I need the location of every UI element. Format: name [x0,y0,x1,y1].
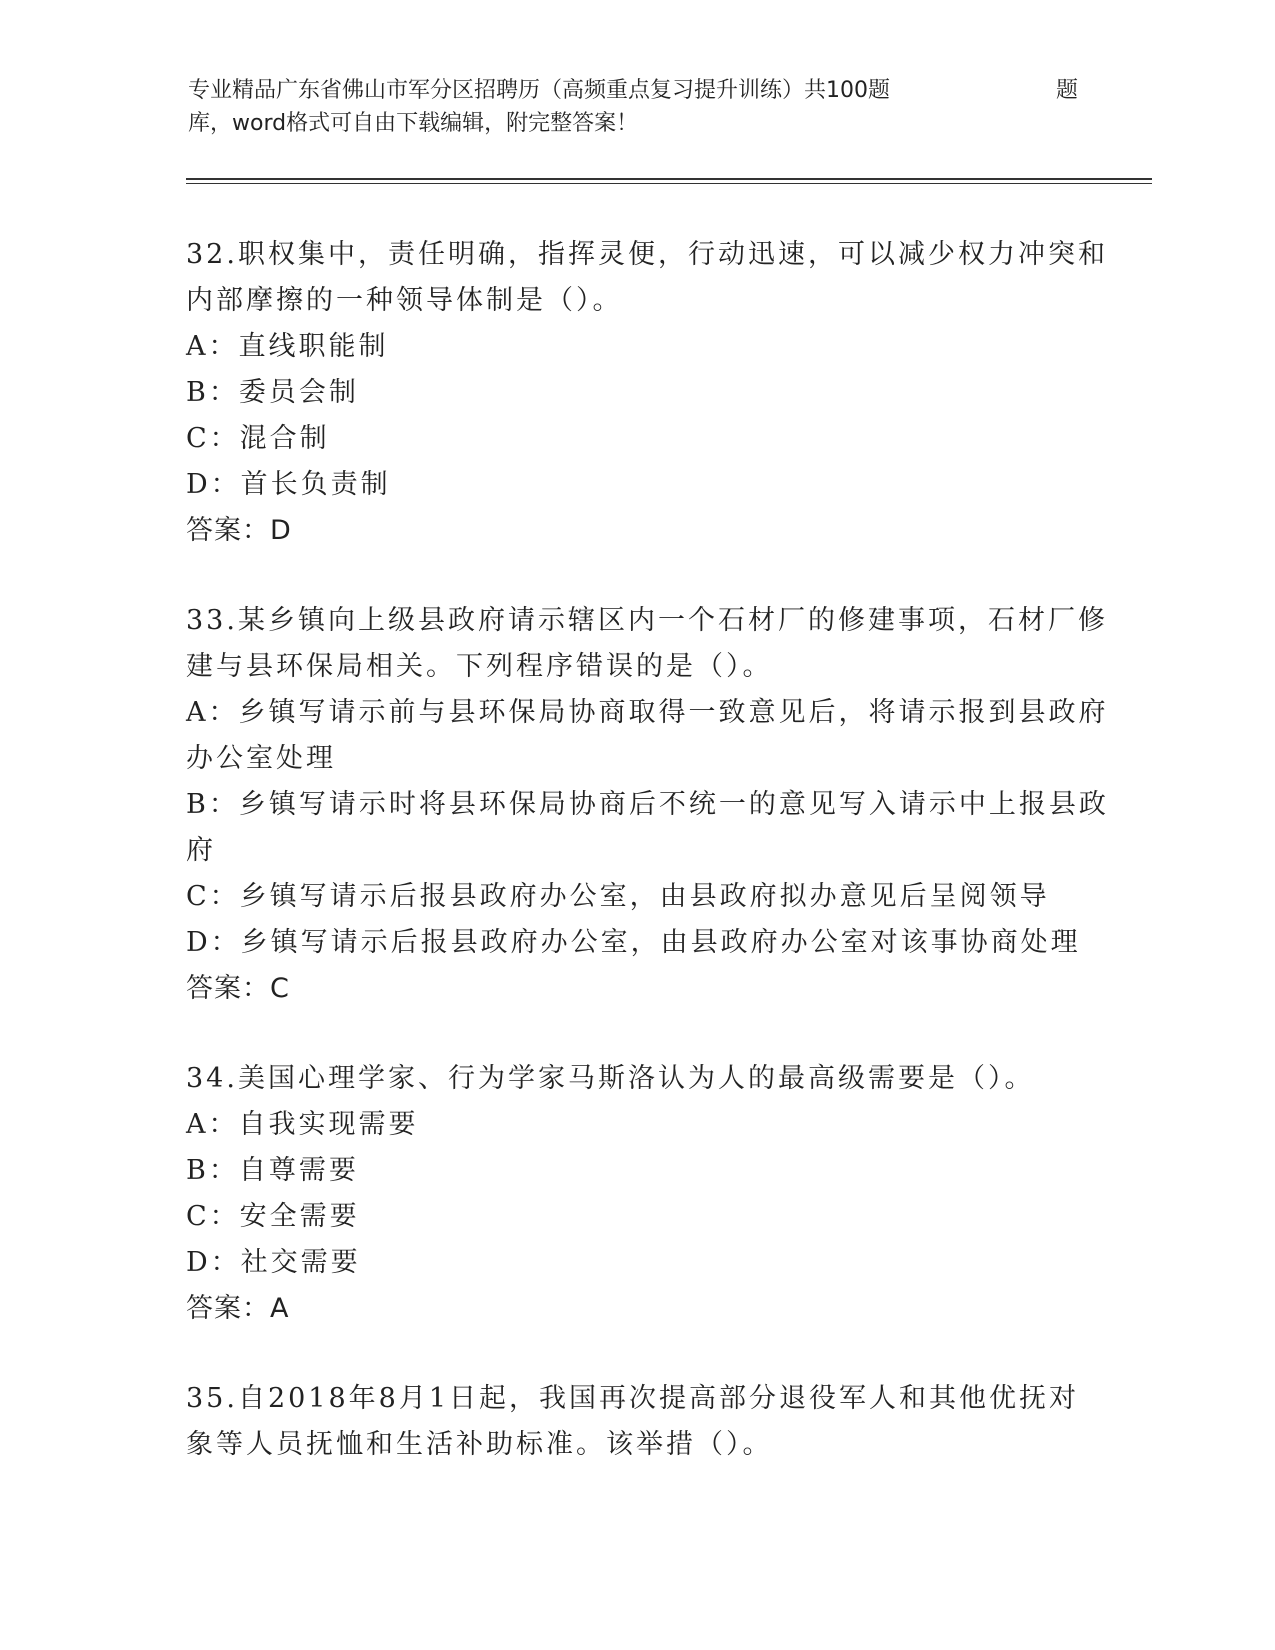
option-d: D：乡镇写请示后报县政府办公室，由县政府办公室对该事协商处理 [186,927,1081,958]
option-c: C：混合制 [186,423,330,454]
question-stem-line: 34.美国心理学家、行为学家马斯洛认为人的最高级需要是（）。 [186,1063,1035,1094]
question-stem-line: 内部摩擦的一种领导体制是（）。 [186,285,623,316]
header-line-2: 库，word格式可自由下载编辑，附完整答案！ [188,111,639,136]
question-stem-line: 35.自2018年8月1日起，我国再次提高部分退役军人和其他优抚对 [186,1383,1080,1414]
option-a: A：乡镇写请示前与县环保局协商取得一致意见后，将请示报到县政府 [186,697,1109,728]
question-stem-line: 象等人员抚恤和生活补助标准。该举措（）。 [186,1429,773,1460]
header-title-text: 专业精品广东省佛山市军分区招聘历（高频重点复习提升训练）共100题 [188,78,890,103]
question-list [186,232,1109,1468]
option-c: C：乡镇写请示后报县政府办公室，由县政府拟办意见后呈阅领导 [186,881,1050,912]
option-b-continued: 府 [186,835,216,866]
question-32 [186,232,1108,554]
option-d: D：社交需要 [186,1247,361,1278]
header-line-1 [188,74,1078,107]
option-b: B：委员会制 [186,377,359,408]
header-divider-thin [186,183,1152,184]
question-stem-line: 32.职权集中，责任明确，指挥灵便，行动迅速，可以减少权力冲突和 [186,239,1108,270]
answer-text: 答案：A [186,1293,290,1324]
option-b: B：乡镇写请示时将县环保局协商后不统一的意见写入请示中上报县政 [186,789,1109,820]
option-d: D：首长负责制 [186,469,391,500]
option-a: A：自我实现需要 [186,1109,419,1140]
question-34 [186,1056,1086,1332]
option-b: B：自尊需要 [186,1155,359,1186]
header-title-tail: 题 [1056,78,1079,103]
option-c: C：安全需要 [186,1201,360,1232]
page-header [188,74,1078,140]
question-35 [186,1376,1086,1468]
question-33 [186,598,1109,1012]
answer-text: 答案：C [186,973,290,1004]
option-a-continued: 办公室处理 [186,743,336,774]
question-stem-line: 建与县环保局相关。下列程序错误的是（）。 [186,651,773,682]
answer-text: 答案：D [186,515,292,546]
header-divider-thick [186,178,1152,180]
question-stem-line: 33.某乡镇向上级县政府请示辖区内一个石材厂的修建事项，石材厂修 [186,605,1108,636]
option-a: A：直线职能制 [186,331,389,362]
